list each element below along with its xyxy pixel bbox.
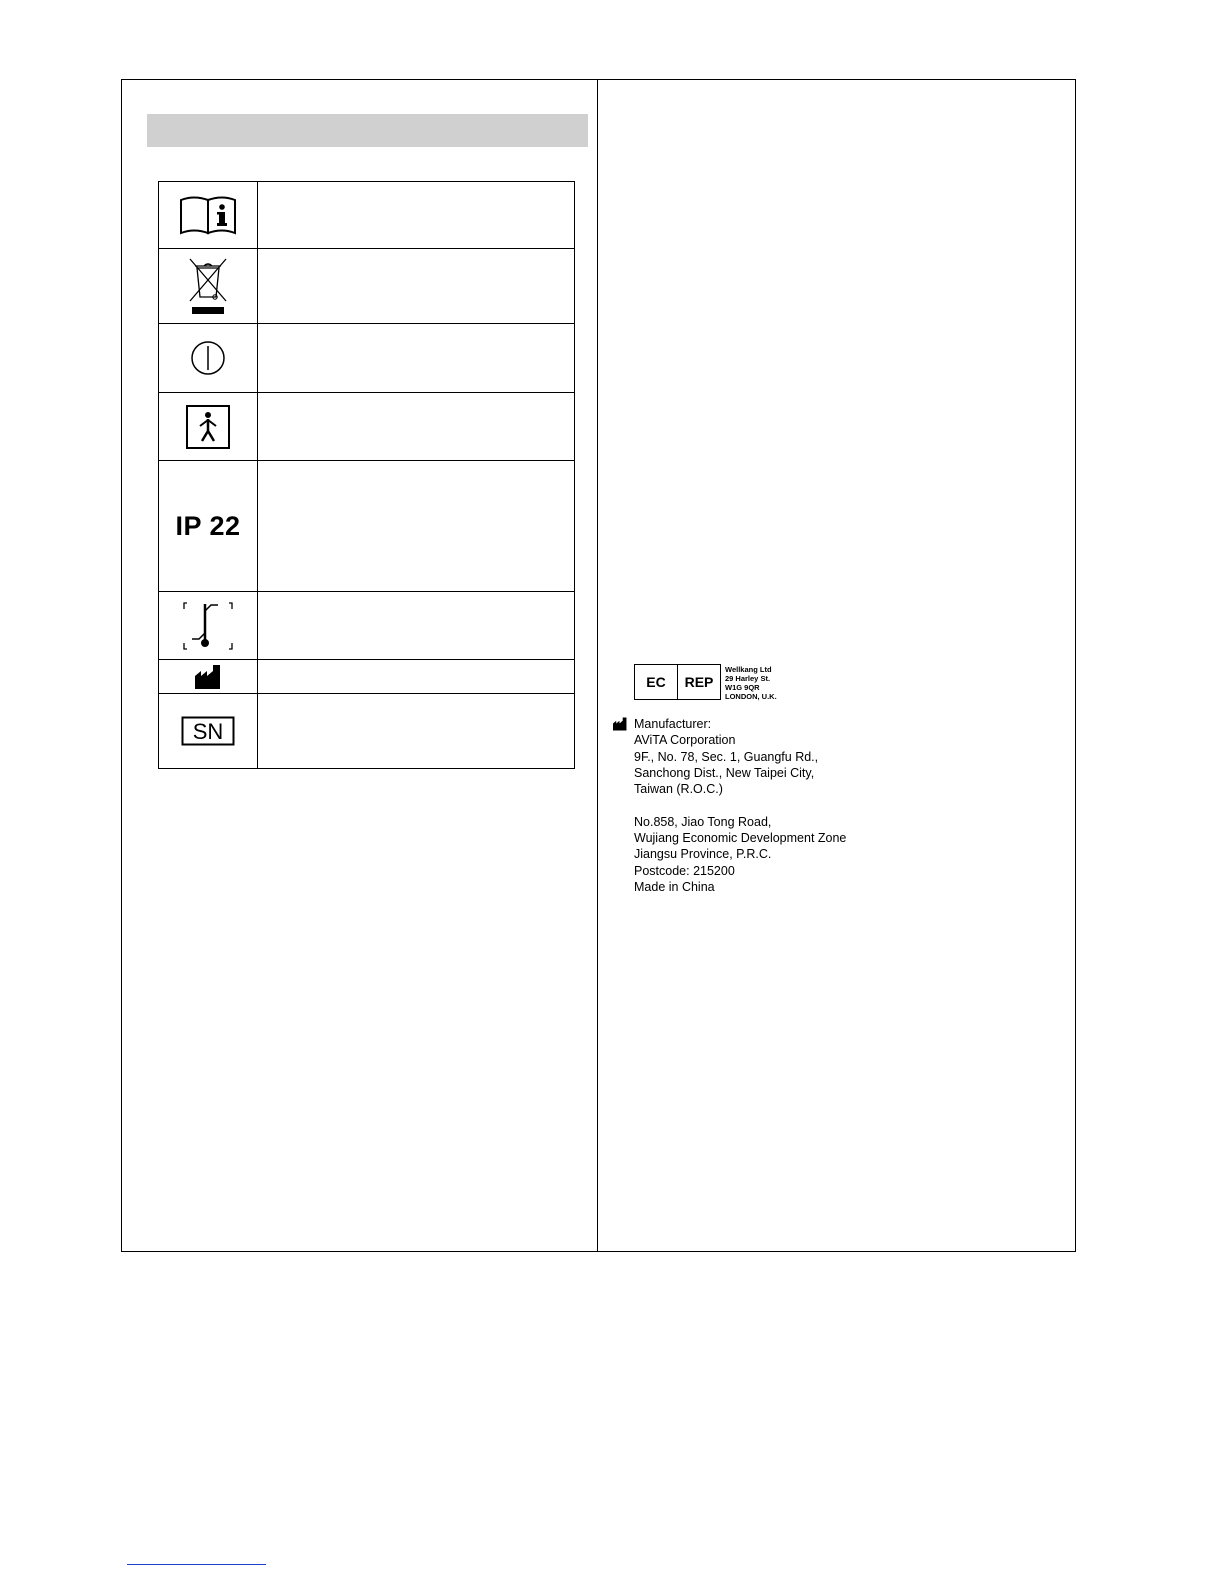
icon-cell [159, 694, 258, 769]
table-row [159, 592, 575, 660]
description-cell [258, 592, 575, 660]
table-row [159, 660, 575, 694]
rep-address-line: W1G 9QR [725, 683, 760, 692]
svg-text:SN: SN [192, 719, 224, 744]
manufacturer-block [612, 716, 846, 895]
footer-link-underline [127, 1564, 266, 1565]
manufacturer-line: Taiwan (R.O.C.) [634, 782, 723, 797]
table-row [159, 182, 575, 249]
description-cell [258, 694, 575, 769]
table-row [159, 694, 575, 769]
rep-label: REP [684, 674, 714, 690]
spacer [634, 797, 846, 813]
ec-rep-symbol [634, 664, 721, 700]
section-header-bar [147, 114, 588, 147]
icon-cell [159, 393, 258, 461]
ec-rep-block [634, 664, 777, 701]
power-switch-icon [189, 339, 227, 377]
table-row [159, 393, 575, 461]
instruction-manual-icon [178, 194, 238, 236]
type-bf-applied-part-icon [185, 404, 231, 450]
weee-crossed-bin-icon [186, 255, 230, 317]
description-cell [258, 182, 575, 249]
manufacturer-line: 9F., No. 78, Sec. 1, Guangfu Rd., [634, 749, 819, 764]
description-cell [258, 393, 575, 461]
table-row [159, 461, 575, 592]
manufacturer-factory-icon [194, 664, 222, 690]
manufacturer-line: AViTA Corporation [634, 733, 736, 748]
icon-cell [159, 461, 258, 592]
manufacturer-factory-icon [612, 717, 628, 731]
icon-cell [159, 182, 258, 249]
factory-line: Jiangsu Province, P.R.C. [634, 847, 772, 862]
ec-rep-address [725, 665, 777, 701]
factory-line: Postcode: 215200 [634, 863, 735, 878]
serial-number-icon [181, 716, 235, 746]
ip-rating-label: IP 22 [175, 510, 241, 541]
factory-line: Made in China [634, 879, 715, 894]
icon-cell [159, 660, 258, 694]
table-row [159, 249, 575, 324]
factory-line: Wujiang Economic Development Zone [634, 831, 847, 846]
symbols-table [158, 181, 575, 769]
manufacturer-line: Sanchong Dist., New Taipei City, [634, 765, 815, 780]
rep-address-line: LONDON, U.K. [725, 692, 777, 701]
table-row [159, 324, 575, 393]
icon-cell [159, 592, 258, 660]
ec-label: EC [635, 665, 678, 699]
column-divider [597, 79, 598, 1252]
rep-address-line: 29 Harley St. [725, 674, 771, 683]
description-cell [258, 660, 575, 694]
rep-address-line: Wellkang Ltd [725, 665, 772, 674]
manufacturer-line: Manufacturer: [634, 717, 712, 731]
icon-cell [159, 249, 258, 324]
description-cell [258, 324, 575, 393]
description-cell [258, 249, 575, 324]
icon-cell [159, 324, 258, 393]
factory-line: No.858, Jiao Tong Road, [634, 814, 772, 829]
description-cell [258, 461, 575, 592]
temperature-limit-icon [183, 601, 233, 651]
